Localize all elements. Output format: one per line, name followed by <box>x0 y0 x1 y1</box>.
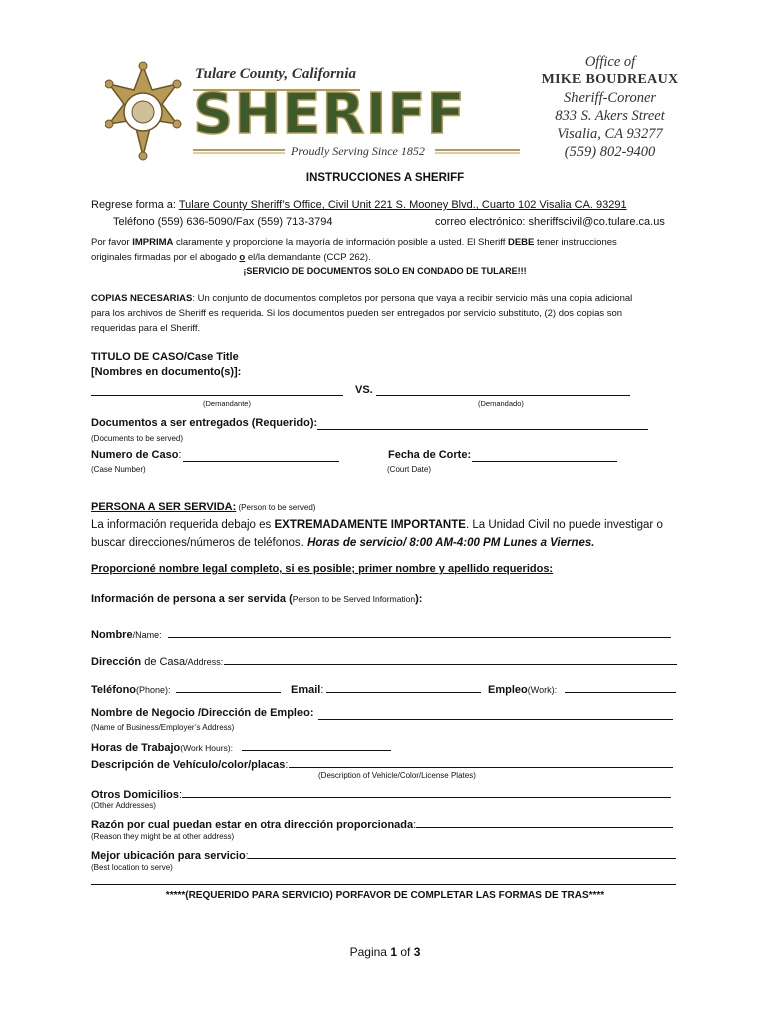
email-field[interactable] <box>326 681 481 693</box>
vehicle-field[interactable] <box>289 756 673 768</box>
other-caption: (Other Addresses) <box>91 801 156 810</box>
office-line: Office of <box>584 54 636 70</box>
info-heading-sub: Person to be Served Information <box>292 594 416 604</box>
phone-sub: (Phone): <box>136 685 171 695</box>
defendant-caption: (Demandado) <box>478 399 524 408</box>
sheriff-name: MIKE BOUDREAUX <box>541 72 679 87</box>
info-heading-end: ): <box>415 593 423 605</box>
plaintiff-field[interactable] <box>91 384 343 396</box>
case-number-text: Numero de Caso <box>91 449 179 461</box>
instructions-line-1 <box>91 237 617 248</box>
info-text: buscar direcciones/números de teléfonos. <box>91 537 308 549</box>
other-text: Otros Domicilios <box>91 789 180 801</box>
name-text: Nombre <box>91 629 133 641</box>
instructions-line-2 <box>91 252 371 263</box>
return-phone: Teléfono (559) 636-5090/Fax (559) 713-3794 <box>113 216 333 228</box>
page-label: Pagina <box>349 945 391 959</box>
reason-caption: (Reason they might be at other address) <box>91 832 235 841</box>
business-caption: (Name of Business/Employer’s Address) <box>91 723 235 732</box>
reason-field[interactable] <box>416 816 673 828</box>
other-field[interactable] <box>182 786 671 798</box>
copies-text: : Un conjunto de documentos completos por persona que vaya a recibir servicio más una copia adicional <box>192 293 633 304</box>
person-heading <box>91 497 315 515</box>
employer-sub: (Work): <box>527 685 558 695</box>
vehicle-label: Descripción de Vehículo/color/placas: <box>91 759 289 771</box>
instr-text: tener instrucciones <box>534 237 617 248</box>
vehicle-caption: (Description of Vehicle/Color/License Plates) <box>318 771 476 780</box>
employer-field[interactable] <box>565 681 676 693</box>
person-heading-sub: (Person to be served) <box>236 503 316 512</box>
county-title: Tulare County, California <box>195 66 357 82</box>
office-line: (559) 802-9400 <box>564 144 656 160</box>
hours-sub: (Work Hours): <box>180 743 234 753</box>
name-field[interactable] <box>168 626 671 638</box>
instr-text: Por favor <box>91 237 133 248</box>
documents-field[interactable] <box>317 418 648 430</box>
copies-line-1 <box>91 293 632 304</box>
court-date-field[interactable] <box>472 450 617 462</box>
business-field[interactable] <box>318 708 673 720</box>
person-heading-text: PERSONA A SER SERVIDA: <box>91 501 237 513</box>
best-caption: (Best location to serve) <box>91 863 173 872</box>
court-date-label: Fecha de Corte: <box>388 449 472 461</box>
hours-label <box>91 738 233 756</box>
service-hours: Horas de servicio/ 8:00 AM-4:00 PM Lunes a Viernes. <box>307 537 595 549</box>
office-address-block <box>525 53 695 161</box>
documents-caption: (Documents to be served) <box>91 434 184 443</box>
business-label: Nombre de Negocio /Dirección de Empleo: <box>91 707 314 719</box>
address-sub: /Address: <box>185 657 224 667</box>
reason-text: Razón por cual puedan estar en otra dirección proporcionada <box>91 819 414 831</box>
sheriff-wordmark: SHERIFF <box>193 82 466 147</box>
office-line: Visalia, CA 93277 <box>557 126 663 142</box>
office-line: 833 S. Akers Street <box>555 108 665 124</box>
address-mid: de Casa <box>141 656 186 668</box>
instr-bold: o <box>239 252 246 263</box>
versus-label: VS. <box>355 384 373 396</box>
case-number-label: Numero de Caso: <box>91 449 182 461</box>
other-label: Otros Domicilios: <box>91 789 183 801</box>
address-field[interactable] <box>224 653 677 665</box>
reason-label: Razón por cual puedan estar en otra dirección proporcionada: <box>91 819 417 831</box>
best-label: Mejor ubicación para servicio: <box>91 850 249 862</box>
instr-text: originales firmadas por el abogado <box>91 252 240 263</box>
return-prefix: Regrese forma a: <box>91 199 179 211</box>
best-text: Mejor ubicación para servicio <box>91 850 246 862</box>
page-of: of <box>397 945 414 959</box>
employer-text: Empleo <box>488 684 528 696</box>
instr-bold: DEBE <box>507 237 535 248</box>
info-text: . La Unidad Civil no puede investigar o <box>465 519 663 531</box>
return-address-text: Tulare County Sheriff’s Office, Civil Unit 221 S. Mooney Blvd., Cuarto 102 Visalia CA. 93291 <box>178 199 627 211</box>
return-address <box>91 199 627 211</box>
address-text: Dirección <box>91 656 142 668</box>
sheriff-logo <box>105 60 525 165</box>
office-line: Sheriff-Coroner <box>563 90 657 106</box>
case-number-field[interactable] <box>183 450 339 462</box>
phone-label <box>91 680 171 698</box>
instr-bold: IMPRIMA <box>132 237 174 248</box>
info-text: La información requerida debajo es <box>91 519 275 531</box>
page-title: INSTRUCCIONES A SHERIFF <box>305 172 465 184</box>
copies-label: COPIAS NECESARIAS <box>91 293 193 304</box>
name-sub: /Name: <box>132 630 162 640</box>
vehicle-text: Descripción de Vehículo/color/placas <box>91 759 286 771</box>
phone-field[interactable] <box>176 681 281 693</box>
required-notice: *****(REQUERIDO PARA SERVICIO) PORFAVOR DE COMPLETAR LAS FORMAS DE TRAS**** <box>165 890 605 901</box>
page-total: 3 <box>413 945 421 959</box>
name-label <box>91 625 162 643</box>
legal-name-note: Proporcioné nombre legal completo, si es posible; primer nombre y apellido requeridos: <box>91 563 554 575</box>
copies-line-3: requeridas para el Sheriff. <box>91 323 201 334</box>
address-label <box>91 652 223 670</box>
person-info-line-1 <box>91 519 663 531</box>
info-bold: EXTREMADAMENTE IMPORTANTE <box>274 519 466 531</box>
return-email: correo electrónico: sheriffscivil@co.tulare.ca.us <box>435 216 665 228</box>
person-info-line-2 <box>91 537 594 549</box>
phone-text: Teléfono <box>91 684 137 696</box>
defendant-field[interactable] <box>376 384 630 396</box>
hours-field[interactable] <box>242 739 391 751</box>
instr-text: claramente y proporcione la mayoría de información posible a usted. El Sheriff <box>173 237 508 248</box>
email-text: Email <box>291 684 321 696</box>
hours-text: Horas de Trabajo <box>91 742 181 754</box>
divider-line <box>91 884 676 885</box>
tulare-only-notice: ¡SERVICIO DE DOCUMENTOS SOLO EN CONDADO DE TULARE!!! <box>243 266 527 276</box>
page-number <box>0 945 770 959</box>
email-label: Email: <box>291 684 324 696</box>
instr-text: el/la demandante (CCP 262). <box>245 252 371 263</box>
info-heading-text: Información de persona a ser servida ( <box>91 593 293 605</box>
case-title-label: TITULO DE CASO/Case Title <box>91 351 239 363</box>
case-names-label: [Nombres en documento(s)]: <box>91 366 242 378</box>
employer-label <box>488 680 557 698</box>
page-current: 1 <box>390 945 397 959</box>
person-info-heading <box>91 593 422 605</box>
best-field[interactable] <box>248 847 676 859</box>
copies-line-2: para los archivos de Sheriff es requerida. Si los documentos pueden ser entregados por servicio substituto, (2) dos copias son <box>91 308 623 319</box>
case-number-caption: (Case Number) <box>91 465 146 474</box>
documents-label: Documentos a ser entregados (Requerido): <box>91 417 318 429</box>
court-date-caption: (Court Date) <box>387 465 432 474</box>
motto: Proudly Serving Since 1852 <box>291 144 425 158</box>
plaintiff-caption: (Demandante) <box>203 399 251 408</box>
